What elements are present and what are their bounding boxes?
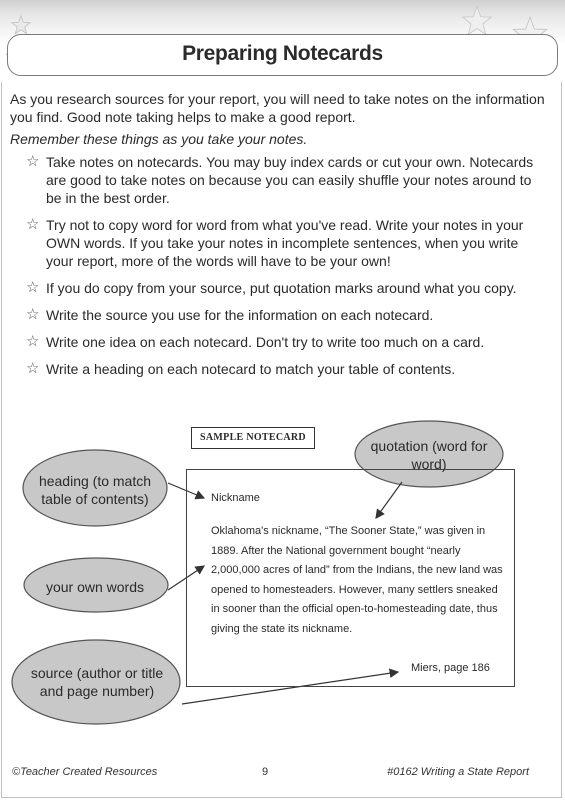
star-outline-icon: ☆ — [26, 333, 40, 350]
heading-bubble-label: heading (to match table of contents) — [38, 473, 152, 507]
intro-paragraph: As you research sources for your report, you will need to take notes on the information you find. Good note taking helps to make a good report. — [10, 91, 545, 125]
tip-text: Write a heading on each notecard to match your table of contents. — [46, 361, 456, 377]
footer-publisher: ©Teacher Created Resources — [12, 766, 158, 778]
star-outline-icon: ☆ — [26, 153, 40, 170]
own-words-bubble-label: your own words — [45, 579, 145, 595]
reminder-text: Remember these things as you take your notes. — [10, 131, 308, 147]
sample-notecard-label: SAMPLE NOTECARD — [191, 427, 315, 449]
source-bubble-label: source (author or title and page number) — [30, 665, 164, 699]
tip-text: Try not to copy word for word from what you've read. Write your notes in your OWN words. If you take your notes in incomplete sentences, when you write your report, more of the words will have to be your own! — [46, 217, 524, 269]
quotation-bubble-label: quotation (word for word) — [370, 438, 488, 472]
notecard-source: Miers, page 186 — [411, 662, 490, 674]
tip-text: Write one idea on each notecard. Don't try to write too much on a card. — [46, 334, 485, 350]
star-outline-icon: ☆ — [26, 279, 40, 296]
page-title: Preparing Notecards — [182, 42, 383, 65]
tip-text: Take notes on notecards. You may buy index cards or cut your own. Notecards are good to take notes on because you can easily shuffle your notes around to be in the best order. — [46, 154, 534, 206]
notecard-heading: Nickname — [211, 492, 260, 504]
star-outline-icon: ☆ — [26, 306, 40, 323]
footer-book-title: #0162 Writing a State Report — [387, 766, 529, 778]
notecard-body: Oklahoma's nickname, “The Sooner State,” was given in 1889. After the National government bought “nearly 2,000,000 acres of land” from the Indians, the new land was opened to homesteaders. However, many settlers sneaked in sooner than the official open-to-homesteading date, thus giving the state its nickname. — [211, 525, 503, 635]
page-number: 9 — [262, 766, 269, 778]
tip-text: If you do copy from your source, put quotation marks around what you copy. — [46, 280, 517, 296]
star-outline-icon: ☆ — [26, 216, 40, 233]
star-outline-icon: ☆ — [26, 360, 40, 377]
tip-text: Write the source you use for the information on each notecard. — [46, 307, 434, 323]
